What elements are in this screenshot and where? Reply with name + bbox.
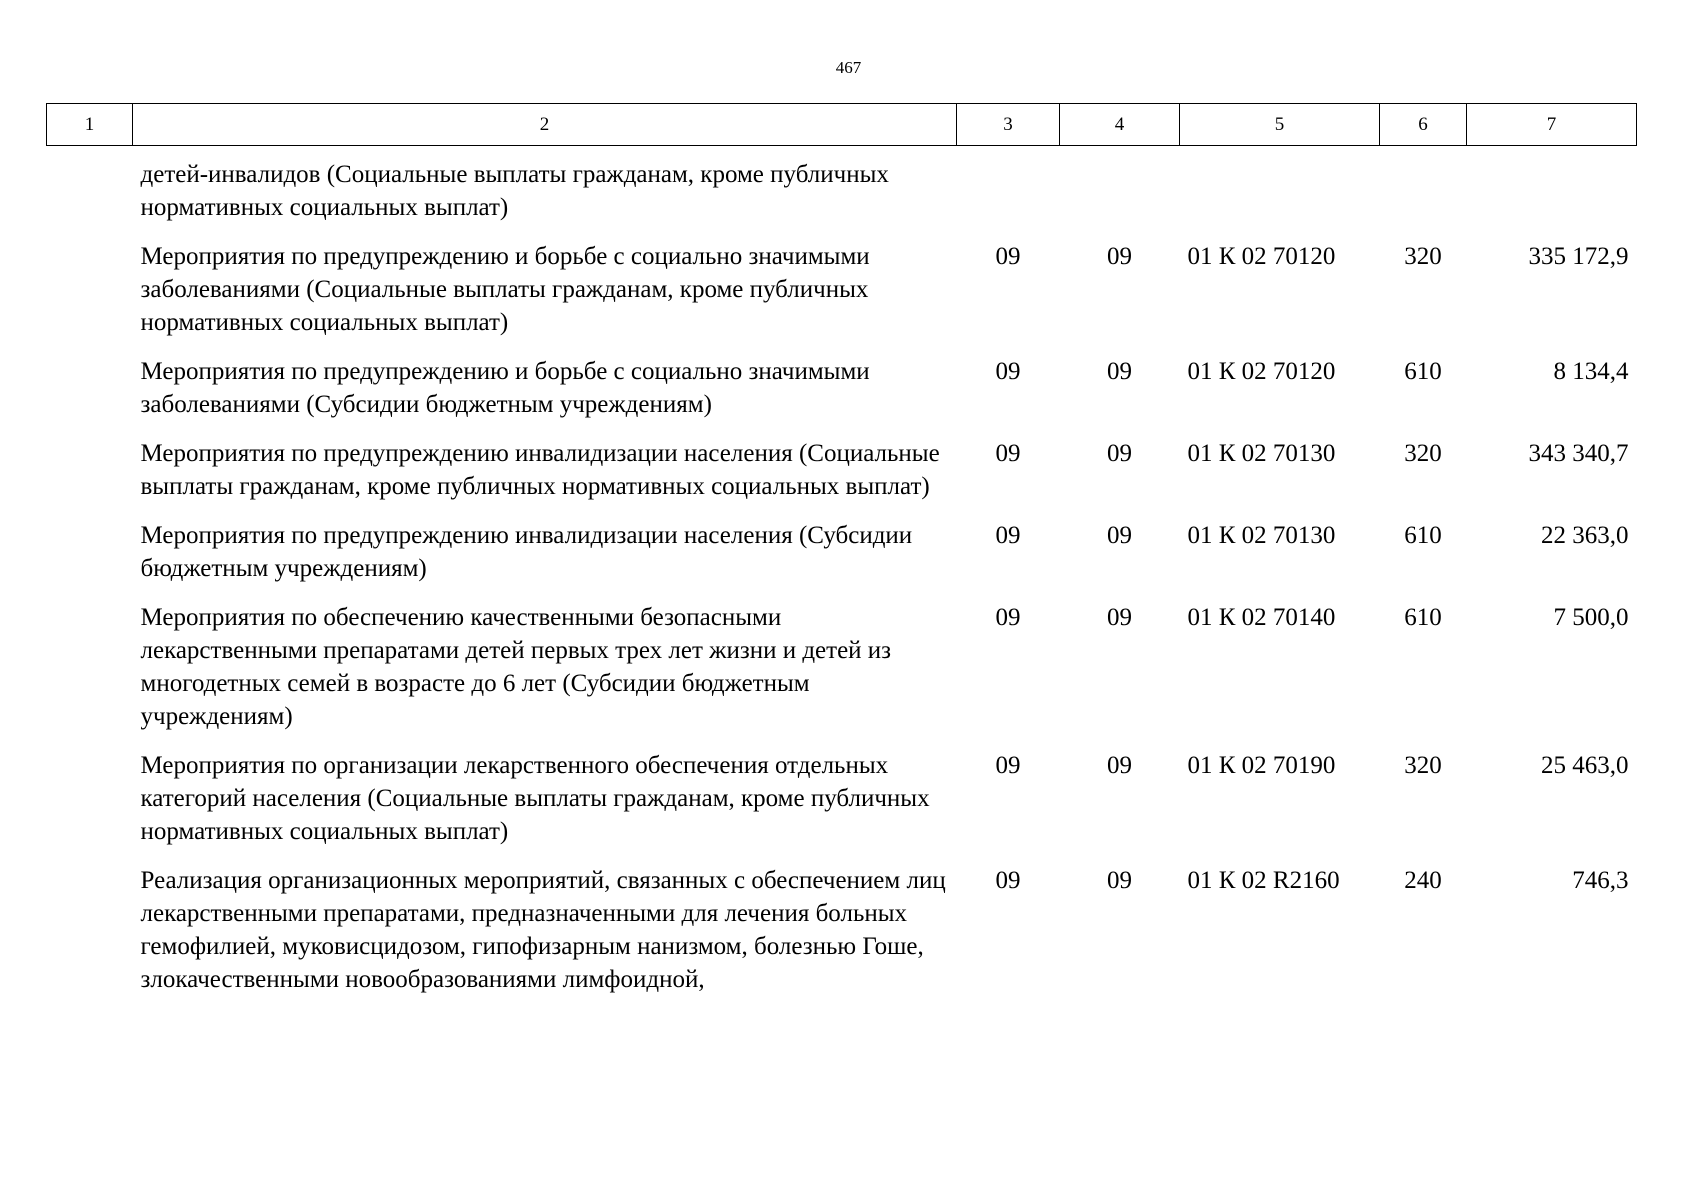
- cell-col-4: 09: [1107, 358, 1132, 385]
- cell-col-7: 8 134,4: [1553, 358, 1629, 385]
- table-row: [47, 848, 1637, 996]
- cell-col-3: 09: [995, 604, 1021, 631]
- table-row: [47, 585, 1637, 733]
- cell-description: Мероприятия по предупреждению и борьбе с социально значимыми заболеваниями (Субсидии бюджетным учреждениям): [140, 358, 870, 418]
- table-row: [47, 733, 1637, 848]
- table-row: [47, 224, 1637, 339]
- cell-col-6: 240: [1404, 867, 1442, 894]
- cell-col-7: 335 172,9: [1528, 243, 1629, 270]
- cell-col-5: 01 К 02 70120: [1187, 243, 1336, 270]
- table-row: [47, 146, 1637, 225]
- cell-col-1: [47, 339, 133, 421]
- cell-col-5: 01 К 02 70140: [1187, 604, 1336, 631]
- cell-col-6: 320: [1404, 243, 1442, 270]
- cell-col-6: 610: [1404, 522, 1442, 549]
- cell-col-3: 09: [995, 243, 1021, 270]
- header-col-7: 7: [1467, 104, 1637, 146]
- cell-col-1: [47, 848, 133, 996]
- cell-col-3: [957, 146, 1060, 225]
- cell-col-4: 09: [1107, 752, 1132, 779]
- header-col-1: 1: [47, 104, 133, 146]
- cell-col-6: 610: [1404, 604, 1442, 631]
- cell-col-6: 320: [1404, 752, 1442, 779]
- cell-col-4: 09: [1107, 867, 1132, 894]
- cell-col-4: 09: [1107, 604, 1132, 631]
- cell-col-1: [47, 503, 133, 585]
- header-col-3: 3: [957, 104, 1060, 146]
- header-col-4: 4: [1060, 104, 1180, 146]
- cell-col-5: 01 К 02 70130: [1187, 440, 1336, 467]
- cell-description: Мероприятия по предупреждению и борьбе с социально значимыми заболеваниями (Социальные выплаты гражданам, кроме публичных нормативных социальных выплат): [140, 243, 870, 336]
- header-col-2: 2: [133, 104, 957, 146]
- cell-col-7: 746,3: [1572, 867, 1629, 894]
- cell-col-7: [1467, 146, 1637, 225]
- cell-description: Реализация организационных мероприятий, связанных с обеспечением лиц лекарственными препаратами, предназначенными для лечения больных гемофилией, муковисцидозом, гипофизарным нанизмом, болезнью Гоше, злокачественными новообразованиями лимфоидной,: [140, 867, 946, 993]
- cell-col-4: 09: [1107, 522, 1132, 549]
- cell-description: Мероприятия по обеспечению качественными безопасными лекарственными препаратами детей первых трех лет жизни и детей из многодетных семей в возрасте до 6 лет (Субсидии бюджетным учреждениям): [140, 604, 892, 730]
- header-col-5: 5: [1180, 104, 1380, 146]
- table-row: [47, 503, 1637, 585]
- cell-col-1: [47, 585, 133, 733]
- cell-col-3: 09: [995, 752, 1021, 779]
- table-header: [47, 104, 1637, 146]
- cell-col-5: 01 К 02 R2160: [1187, 867, 1340, 894]
- cell-col-3: 09: [995, 522, 1021, 549]
- cell-col-3: 09: [995, 358, 1021, 385]
- header-row: [47, 104, 1637, 146]
- cell-col-7: 343 340,7: [1528, 440, 1629, 467]
- cell-col-5: 01 К 02 70190: [1187, 752, 1336, 779]
- cell-col-3: 09: [995, 440, 1021, 467]
- cell-col-6: 320: [1404, 440, 1442, 467]
- cell-col-1: [47, 421, 133, 503]
- cell-col-4: 09: [1107, 243, 1132, 270]
- cell-description: Мероприятия по предупреждению инвалидизации населения (Субсидии бюджетным учреждениям): [140, 522, 913, 582]
- budget-table: [46, 103, 1637, 996]
- cell-col-7: 25 463,0: [1541, 752, 1629, 779]
- cell-col-5: [1180, 146, 1380, 225]
- cell-col-3: 09: [995, 867, 1021, 894]
- header-col-6: 6: [1380, 104, 1467, 146]
- cell-col-7: 22 363,0: [1541, 522, 1629, 549]
- page-number: 467: [835, 58, 862, 77]
- cell-description: Мероприятия по организации лекарственного обеспечения отдельных категорий населения (Социальные выплаты гражданам, кроме публичных нормативных социальных выплат): [140, 752, 930, 845]
- cell-description: детей-инвалидов (Социальные выплаты гражданам, кроме публичных нормативных социальных выплат): [140, 161, 889, 221]
- cell-col-6: [1380, 146, 1467, 225]
- table-body: [47, 146, 1637, 997]
- cell-col-1: [47, 733, 133, 848]
- cell-col-5: 01 К 02 70120: [1187, 358, 1336, 385]
- cell-col-4: 09: [1107, 440, 1132, 467]
- cell-description: Мероприятия по предупреждению инвалидизации населения (Социальные выплаты гражданам, кроме публичных нормативных социальных выплат): [140, 440, 940, 500]
- table-row: [47, 421, 1637, 503]
- cell-col-6: 610: [1404, 358, 1442, 385]
- cell-col-5: 01 К 02 70130: [1187, 522, 1336, 549]
- cell-col-4: [1060, 146, 1180, 225]
- cell-col-1: [47, 224, 133, 339]
- cell-col-1: [47, 146, 133, 225]
- table-row: [47, 339, 1637, 421]
- cell-col-7: 7 500,0: [1553, 604, 1629, 631]
